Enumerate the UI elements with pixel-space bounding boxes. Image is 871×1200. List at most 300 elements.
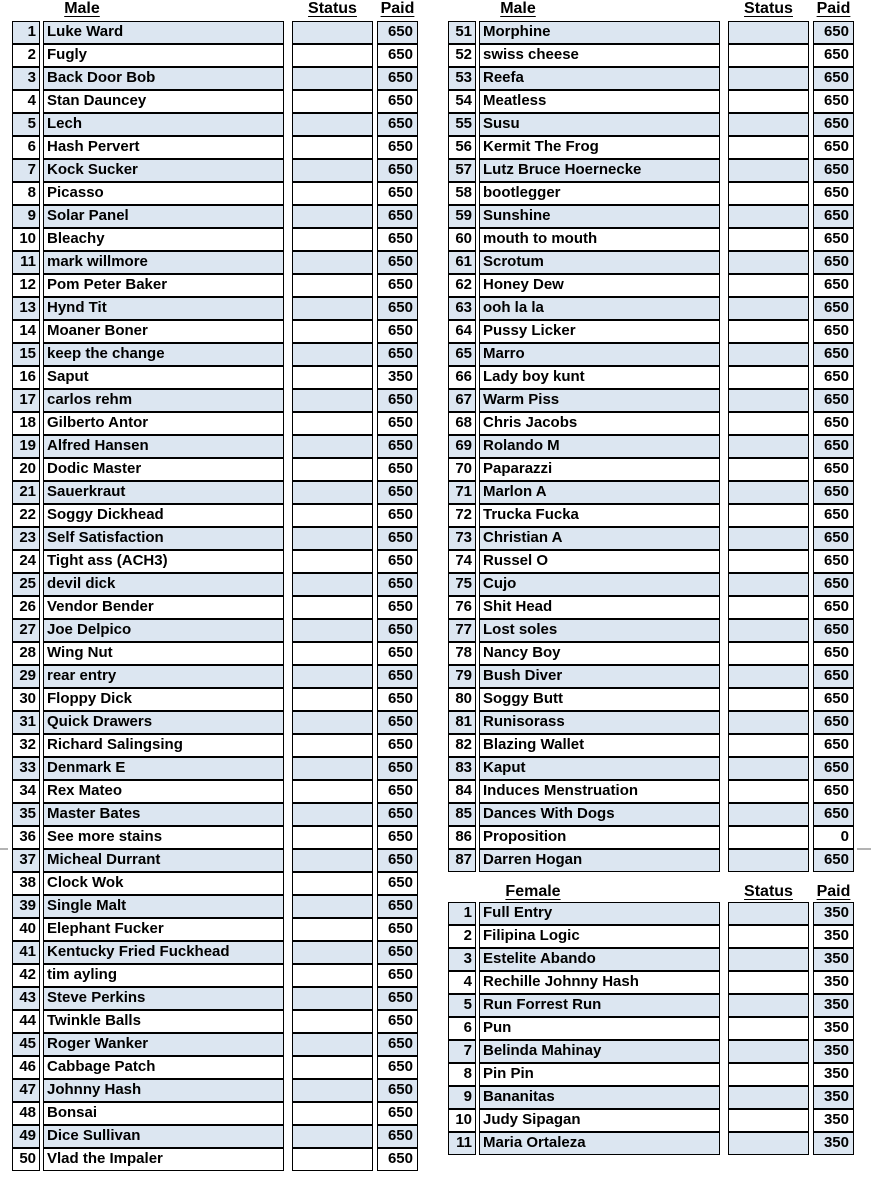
status-cell[interactable] <box>292 803 373 826</box>
status-cell[interactable] <box>728 711 809 734</box>
row-number-cell[interactable]: 30 <box>12 688 40 711</box>
status-cell[interactable] <box>292 619 373 642</box>
paid-cell[interactable]: 650 <box>813 711 854 734</box>
row-number-cell[interactable]: 56 <box>448 136 476 159</box>
paid-cell[interactable]: 650 <box>377 596 418 619</box>
name-cell[interactable]: Quick Drawers <box>43 711 284 734</box>
paid-cell[interactable]: 650 <box>813 642 854 665</box>
status-cell[interactable] <box>728 159 809 182</box>
paid-cell[interactable]: 650 <box>377 136 418 159</box>
status-cell[interactable] <box>292 343 373 366</box>
row-number-cell[interactable]: 73 <box>448 527 476 550</box>
name-cell[interactable]: Lady boy kunt <box>479 366 720 389</box>
name-cell[interactable]: Elephant Fucker <box>43 918 284 941</box>
name-cell[interactable]: Gilberto Antor <box>43 412 284 435</box>
row-number-cell[interactable]: 35 <box>12 803 40 826</box>
row-number-cell[interactable]: 70 <box>448 458 476 481</box>
paid-cell[interactable]: 650 <box>377 964 418 987</box>
paid-cell[interactable]: 650 <box>377 1125 418 1148</box>
status-cell[interactable] <box>292 90 373 113</box>
name-cell[interactable]: Filipina Logic <box>479 925 720 948</box>
status-cell[interactable] <box>292 757 373 780</box>
status-cell[interactable] <box>292 182 373 205</box>
name-cell[interactable]: Tight ass (ACH3) <box>43 550 284 573</box>
row-number-cell[interactable]: 44 <box>12 1010 40 1033</box>
status-cell[interactable] <box>728 504 809 527</box>
paid-cell[interactable]: 650 <box>813 573 854 596</box>
name-cell[interactable]: Lech <box>43 113 284 136</box>
status-cell[interactable] <box>728 228 809 251</box>
name-cell[interactable]: Maria Ortaleza <box>479 1132 720 1155</box>
row-number-cell[interactable]: 23 <box>12 527 40 550</box>
row-number-cell[interactable]: 14 <box>12 320 40 343</box>
status-cell[interactable] <box>728 948 809 971</box>
row-number-cell[interactable]: 69 <box>448 435 476 458</box>
status-cell[interactable] <box>292 711 373 734</box>
name-cell[interactable]: Single Malt <box>43 895 284 918</box>
paid-cell[interactable]: 650 <box>813 113 854 136</box>
status-cell[interactable] <box>292 1148 373 1171</box>
paid-cell[interactable]: 650 <box>813 412 854 435</box>
paid-cell[interactable]: 650 <box>377 1056 418 1079</box>
name-cell[interactable]: Pin Pin <box>479 1063 720 1086</box>
name-cell[interactable]: Fugly <box>43 44 284 67</box>
name-cell[interactable]: Nancy Boy <box>479 642 720 665</box>
paid-cell[interactable]: 650 <box>377 435 418 458</box>
paid-cell[interactable]: 650 <box>813 504 854 527</box>
paid-cell[interactable]: 350 <box>813 994 854 1017</box>
paid-cell[interactable]: 650 <box>377 504 418 527</box>
paid-cell[interactable]: 650 <box>813 21 854 44</box>
row-number-cell[interactable]: 24 <box>12 550 40 573</box>
name-cell[interactable]: Back Door Bob <box>43 67 284 90</box>
status-cell[interactable] <box>292 780 373 803</box>
paid-cell[interactable]: 650 <box>813 90 854 113</box>
row-number-cell[interactable]: 57 <box>448 159 476 182</box>
name-cell[interactable]: Roger Wanker <box>43 1033 284 1056</box>
status-cell[interactable] <box>292 412 373 435</box>
name-cell[interactable]: Kock Sucker <box>43 159 284 182</box>
paid-cell[interactable]: 650 <box>377 481 418 504</box>
paid-cell[interactable]: 650 <box>377 21 418 44</box>
paid-cell[interactable]: 650 <box>813 136 854 159</box>
status-cell[interactable] <box>728 1040 809 1063</box>
status-cell[interactable] <box>728 1086 809 1109</box>
row-number-cell[interactable]: 46 <box>12 1056 40 1079</box>
paid-cell[interactable]: 650 <box>377 113 418 136</box>
paid-cell[interactable]: 650 <box>377 67 418 90</box>
row-number-cell[interactable]: 50 <box>12 1148 40 1171</box>
row-number-cell[interactable]: 67 <box>448 389 476 412</box>
paid-cell[interactable]: 650 <box>813 44 854 67</box>
status-cell[interactable] <box>728 994 809 1017</box>
row-number-cell[interactable]: 17 <box>12 389 40 412</box>
name-cell[interactable]: Marro <box>479 343 720 366</box>
paid-cell[interactable]: 650 <box>813 619 854 642</box>
paid-cell[interactable]: 350 <box>813 1109 854 1132</box>
name-cell[interactable]: Kermit The Frog <box>479 136 720 159</box>
row-number-cell[interactable]: 63 <box>448 297 476 320</box>
status-cell[interactable] <box>728 803 809 826</box>
row-number-cell[interactable]: 38 <box>12 872 40 895</box>
name-cell[interactable]: Picasso <box>43 182 284 205</box>
name-cell[interactable]: Clock Wok <box>43 872 284 895</box>
status-cell[interactable] <box>728 67 809 90</box>
status-cell[interactable] <box>292 366 373 389</box>
name-cell[interactable]: Twinkle Balls <box>43 1010 284 1033</box>
status-cell[interactable] <box>728 435 809 458</box>
paid-cell[interactable]: 350 <box>813 971 854 994</box>
status-cell[interactable] <box>292 1102 373 1125</box>
status-cell[interactable] <box>292 872 373 895</box>
paid-cell[interactable]: 350 <box>813 1086 854 1109</box>
name-cell[interactable]: Judy Sipagan <box>479 1109 720 1132</box>
name-cell[interactable]: bootlegger <box>479 182 720 205</box>
row-number-cell[interactable]: 9 <box>448 1086 476 1109</box>
row-number-cell[interactable]: 18 <box>12 412 40 435</box>
row-number-cell[interactable]: 62 <box>448 274 476 297</box>
name-cell[interactable]: Hynd Tit <box>43 297 284 320</box>
row-number-cell[interactable]: 8 <box>448 1063 476 1086</box>
status-cell[interactable] <box>292 1056 373 1079</box>
row-number-cell[interactable]: 27 <box>12 619 40 642</box>
row-number-cell[interactable]: 58 <box>448 182 476 205</box>
row-number-cell[interactable]: 25 <box>12 573 40 596</box>
status-cell[interactable] <box>292 297 373 320</box>
row-number-cell[interactable]: 12 <box>12 274 40 297</box>
status-cell[interactable] <box>728 136 809 159</box>
paid-cell[interactable]: 650 <box>377 90 418 113</box>
status-cell[interactable] <box>292 573 373 596</box>
name-cell[interactable]: ooh la la <box>479 297 720 320</box>
paid-cell[interactable]: 350 <box>813 902 854 925</box>
status-cell[interactable] <box>728 902 809 925</box>
name-cell[interactable]: Pom Peter Baker <box>43 274 284 297</box>
status-cell[interactable] <box>728 826 809 849</box>
status-cell[interactable] <box>292 688 373 711</box>
paid-cell[interactable]: 650 <box>377 1033 418 1056</box>
row-number-cell[interactable]: 75 <box>448 573 476 596</box>
paid-cell[interactable]: 650 <box>813 665 854 688</box>
name-cell[interactable]: Micheal Durrant <box>43 849 284 872</box>
paid-cell[interactable]: 350 <box>813 1017 854 1040</box>
name-cell[interactable]: Induces Menstruation <box>479 780 720 803</box>
status-cell[interactable] <box>292 987 373 1010</box>
paid-cell[interactable]: 650 <box>377 1148 418 1171</box>
name-cell[interactable]: Johnny Hash <box>43 1079 284 1102</box>
row-number-cell[interactable]: 8 <box>12 182 40 205</box>
name-cell[interactable]: mouth to mouth <box>479 228 720 251</box>
row-number-cell[interactable]: 13 <box>12 297 40 320</box>
paid-cell[interactable]: 650 <box>813 366 854 389</box>
status-cell[interactable] <box>292 1125 373 1148</box>
paid-cell[interactable]: 650 <box>377 228 418 251</box>
row-number-cell[interactable]: 7 <box>12 159 40 182</box>
name-cell[interactable]: Belinda Mahinay <box>479 1040 720 1063</box>
name-cell[interactable]: Wing Nut <box>43 642 284 665</box>
name-cell[interactable]: Meatless <box>479 90 720 113</box>
name-cell[interactable]: devil dick <box>43 573 284 596</box>
name-cell[interactable]: Chris Jacobs <box>479 412 720 435</box>
row-number-cell[interactable]: 4 <box>448 971 476 994</box>
row-number-cell[interactable]: 66 <box>448 366 476 389</box>
row-number-cell[interactable]: 32 <box>12 734 40 757</box>
status-cell[interactable] <box>292 1033 373 1056</box>
paid-cell[interactable]: 350 <box>813 1132 854 1155</box>
name-cell[interactable]: Morphine <box>479 21 720 44</box>
row-number-cell[interactable]: 85 <box>448 803 476 826</box>
status-cell[interactable] <box>292 44 373 67</box>
status-cell[interactable] <box>292 734 373 757</box>
row-number-cell[interactable]: 5 <box>12 113 40 136</box>
row-number-cell[interactable]: 71 <box>448 481 476 504</box>
paid-cell[interactable]: 650 <box>377 826 418 849</box>
row-number-cell[interactable]: 40 <box>12 918 40 941</box>
row-number-cell[interactable]: 29 <box>12 665 40 688</box>
row-number-cell[interactable]: 74 <box>448 550 476 573</box>
status-cell[interactable] <box>728 412 809 435</box>
paid-cell[interactable]: 650 <box>377 573 418 596</box>
paid-cell[interactable]: 650 <box>377 941 418 964</box>
status-cell[interactable] <box>728 1063 809 1086</box>
name-cell[interactable]: Pun <box>479 1017 720 1040</box>
row-number-cell[interactable]: 65 <box>448 343 476 366</box>
status-cell[interactable] <box>728 780 809 803</box>
status-cell[interactable] <box>292 389 373 412</box>
name-cell[interactable]: Darren Hogan <box>479 849 720 872</box>
name-cell[interactable]: Reefa <box>479 67 720 90</box>
paid-cell[interactable]: 650 <box>813 688 854 711</box>
name-cell[interactable]: Runisorass <box>479 711 720 734</box>
paid-cell[interactable]: 650 <box>813 251 854 274</box>
row-number-cell[interactable]: 22 <box>12 504 40 527</box>
name-cell[interactable]: Sunshine <box>479 205 720 228</box>
name-cell[interactable]: mark willmore <box>43 251 284 274</box>
name-cell[interactable]: Estelite Abando <box>479 948 720 971</box>
name-cell[interactable]: Pussy Licker <box>479 320 720 343</box>
paid-cell[interactable]: 650 <box>813 320 854 343</box>
name-cell[interactable]: Marlon A <box>479 481 720 504</box>
row-number-cell[interactable]: 60 <box>448 228 476 251</box>
row-number-cell[interactable]: 33 <box>12 757 40 780</box>
name-cell[interactable]: keep the change <box>43 343 284 366</box>
name-cell[interactable]: rear entry <box>43 665 284 688</box>
paid-cell[interactable]: 650 <box>377 1010 418 1033</box>
status-cell[interactable] <box>728 971 809 994</box>
status-cell[interactable] <box>292 205 373 228</box>
status-cell[interactable] <box>292 21 373 44</box>
row-number-cell[interactable]: 20 <box>12 458 40 481</box>
paid-cell[interactable]: 650 <box>813 159 854 182</box>
paid-cell[interactable]: 650 <box>813 527 854 550</box>
paid-cell[interactable]: 650 <box>813 182 854 205</box>
row-number-cell[interactable]: 3 <box>448 948 476 971</box>
status-cell[interactable] <box>292 504 373 527</box>
row-number-cell[interactable]: 41 <box>12 941 40 964</box>
name-cell[interactable]: Lutz Bruce Hoernecke <box>479 159 720 182</box>
paid-cell[interactable]: 650 <box>377 803 418 826</box>
status-cell[interactable] <box>292 435 373 458</box>
row-number-cell[interactable]: 45 <box>12 1033 40 1056</box>
row-number-cell[interactable]: 68 <box>448 412 476 435</box>
name-cell[interactable]: Blazing Wallet <box>479 734 720 757</box>
status-cell[interactable] <box>292 136 373 159</box>
row-number-cell[interactable]: 6 <box>12 136 40 159</box>
row-number-cell[interactable]: 42 <box>12 964 40 987</box>
name-cell[interactable]: Alfred Hansen <box>43 435 284 458</box>
row-number-cell[interactable]: 16 <box>12 366 40 389</box>
name-cell[interactable]: Honey Dew <box>479 274 720 297</box>
status-cell[interactable] <box>292 67 373 90</box>
status-cell[interactable] <box>728 925 809 948</box>
status-cell[interactable] <box>292 458 373 481</box>
paid-cell[interactable]: 650 <box>377 849 418 872</box>
row-number-cell[interactable]: 77 <box>448 619 476 642</box>
status-cell[interactable] <box>728 1017 809 1040</box>
status-cell[interactable] <box>728 21 809 44</box>
status-cell[interactable] <box>292 274 373 297</box>
status-cell[interactable] <box>728 44 809 67</box>
paid-cell[interactable]: 650 <box>813 205 854 228</box>
row-number-cell[interactable]: 39 <box>12 895 40 918</box>
status-cell[interactable] <box>728 1132 809 1155</box>
name-cell[interactable]: Kentucky Fried Fuckhead <box>43 941 284 964</box>
name-cell[interactable]: Soggy Dickhead <box>43 504 284 527</box>
status-cell[interactable] <box>728 366 809 389</box>
paid-cell[interactable]: 650 <box>377 44 418 67</box>
name-cell[interactable]: Cabbage Patch <box>43 1056 284 1079</box>
name-cell[interactable]: Bush Diver <box>479 665 720 688</box>
paid-cell[interactable]: 350 <box>813 925 854 948</box>
row-number-cell[interactable]: 80 <box>448 688 476 711</box>
name-cell[interactable]: Self Satisfaction <box>43 527 284 550</box>
name-cell[interactable]: Soggy Butt <box>479 688 720 711</box>
status-cell[interactable] <box>728 596 809 619</box>
paid-cell[interactable]: 650 <box>377 159 418 182</box>
name-cell[interactable]: Joe Delpico <box>43 619 284 642</box>
paid-cell[interactable]: 650 <box>813 389 854 412</box>
name-cell[interactable]: Saput <box>43 366 284 389</box>
paid-cell[interactable]: 650 <box>377 182 418 205</box>
status-cell[interactable] <box>292 849 373 872</box>
status-cell[interactable] <box>292 918 373 941</box>
status-cell[interactable] <box>728 182 809 205</box>
name-cell[interactable]: Vendor Bender <box>43 596 284 619</box>
row-number-cell[interactable]: 5 <box>448 994 476 1017</box>
paid-cell[interactable]: 650 <box>813 757 854 780</box>
name-cell[interactable]: Cujo <box>479 573 720 596</box>
status-cell[interactable] <box>292 159 373 182</box>
paid-cell[interactable]: 650 <box>813 481 854 504</box>
row-number-cell[interactable]: 54 <box>448 90 476 113</box>
name-cell[interactable]: Dodic Master <box>43 458 284 481</box>
paid-cell[interactable]: 650 <box>377 688 418 711</box>
paid-cell[interactable]: 650 <box>377 205 418 228</box>
row-number-cell[interactable]: 72 <box>448 504 476 527</box>
paid-cell[interactable]: 650 <box>377 389 418 412</box>
status-cell[interactable] <box>728 458 809 481</box>
name-cell[interactable]: Dances With Dogs <box>479 803 720 826</box>
name-cell[interactable]: Rex Mateo <box>43 780 284 803</box>
status-cell[interactable] <box>292 481 373 504</box>
paid-cell[interactable]: 650 <box>377 734 418 757</box>
status-cell[interactable] <box>292 113 373 136</box>
name-cell[interactable]: Lost soles <box>479 619 720 642</box>
paid-cell[interactable]: 650 <box>813 596 854 619</box>
status-cell[interactable] <box>728 734 809 757</box>
row-number-cell[interactable]: 6 <box>448 1017 476 1040</box>
paid-cell[interactable]: 650 <box>377 665 418 688</box>
row-number-cell[interactable]: 87 <box>448 849 476 872</box>
row-number-cell[interactable]: 82 <box>448 734 476 757</box>
row-number-cell[interactable]: 15 <box>12 343 40 366</box>
status-cell[interactable] <box>292 527 373 550</box>
name-cell[interactable]: carlos rehm <box>43 389 284 412</box>
name-cell[interactable]: Denmark E <box>43 757 284 780</box>
paid-cell[interactable]: 650 <box>813 458 854 481</box>
row-number-cell[interactable]: 78 <box>448 642 476 665</box>
status-cell[interactable] <box>292 550 373 573</box>
paid-cell[interactable]: 650 <box>377 757 418 780</box>
status-cell[interactable] <box>728 481 809 504</box>
row-number-cell[interactable]: 48 <box>12 1102 40 1125</box>
row-number-cell[interactable]: 51 <box>448 21 476 44</box>
paid-cell[interactable]: 350 <box>813 1040 854 1063</box>
name-cell[interactable]: Rechille Johnny Hash <box>479 971 720 994</box>
status-cell[interactable] <box>728 251 809 274</box>
paid-cell[interactable]: 650 <box>813 435 854 458</box>
paid-cell[interactable]: 650 <box>813 297 854 320</box>
name-cell[interactable]: Dice Sullivan <box>43 1125 284 1148</box>
row-number-cell[interactable]: 31 <box>12 711 40 734</box>
row-number-cell[interactable]: 10 <box>12 228 40 251</box>
row-number-cell[interactable]: 83 <box>448 757 476 780</box>
row-number-cell[interactable]: 47 <box>12 1079 40 1102</box>
row-number-cell[interactable]: 2 <box>12 44 40 67</box>
name-cell[interactable]: Luke Ward <box>43 21 284 44</box>
name-cell[interactable]: Susu <box>479 113 720 136</box>
name-cell[interactable]: Moaner Boner <box>43 320 284 343</box>
name-cell[interactable]: Kaput <box>479 757 720 780</box>
paid-cell[interactable]: 650 <box>377 274 418 297</box>
status-cell[interactable] <box>728 642 809 665</box>
name-cell[interactable]: Floppy Dick <box>43 688 284 711</box>
status-cell[interactable] <box>292 1010 373 1033</box>
row-number-cell[interactable]: 37 <box>12 849 40 872</box>
row-number-cell[interactable]: 7 <box>448 1040 476 1063</box>
status-cell[interactable] <box>292 251 373 274</box>
status-cell[interactable] <box>292 1079 373 1102</box>
name-cell[interactable]: Trucka Fucka <box>479 504 720 527</box>
row-number-cell[interactable]: 10 <box>448 1109 476 1132</box>
row-number-cell[interactable]: 26 <box>12 596 40 619</box>
name-cell[interactable]: Hash Pervert <box>43 136 284 159</box>
status-cell[interactable] <box>728 550 809 573</box>
name-cell[interactable]: Paparazzi <box>479 458 720 481</box>
status-cell[interactable] <box>728 849 809 872</box>
row-number-cell[interactable]: 4 <box>12 90 40 113</box>
status-cell[interactable] <box>728 274 809 297</box>
paid-cell[interactable]: 650 <box>377 527 418 550</box>
status-cell[interactable] <box>728 619 809 642</box>
paid-cell[interactable]: 650 <box>813 734 854 757</box>
paid-cell[interactable]: 650 <box>813 780 854 803</box>
status-cell[interactable] <box>292 941 373 964</box>
name-cell[interactable]: Christian A <box>479 527 720 550</box>
name-cell[interactable]: Full Entry <box>479 902 720 925</box>
status-cell[interactable] <box>292 596 373 619</box>
row-number-cell[interactable]: 9 <box>12 205 40 228</box>
